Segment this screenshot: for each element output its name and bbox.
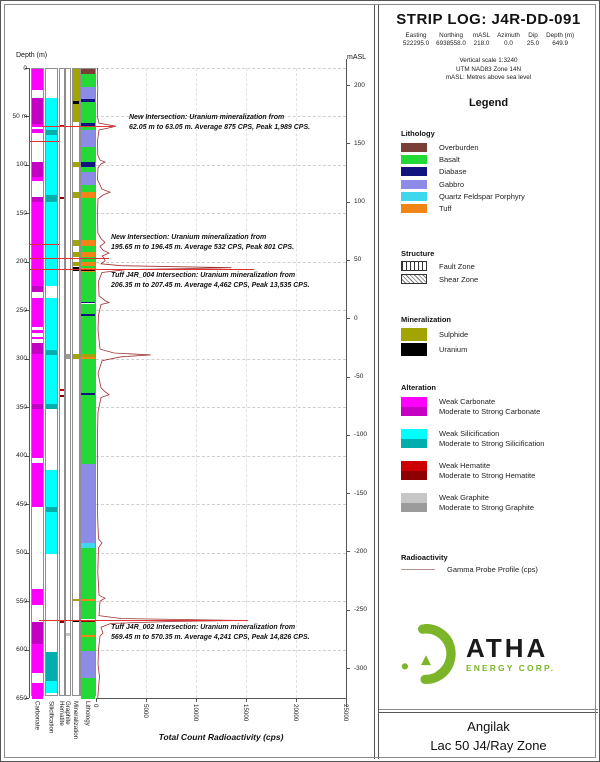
masl-tick <box>346 318 350 319</box>
legend-alteration-2-labels: Weak Hematite Moderate to Strong Hematite <box>439 461 536 480</box>
legend-lithology-4 <box>401 192 525 201</box>
legend-alteration-2-swatch <box>401 461 427 480</box>
legend-structure-0-swatch <box>401 261 427 271</box>
interval-carbonate_weak <box>32 330 43 333</box>
depth-tick-label: 100 <box>16 161 27 169</box>
atha-logo <box>395 623 555 685</box>
grid-line-v <box>296 68 297 698</box>
grid-line-h <box>96 165 346 166</box>
interval-basalt <box>81 198 95 240</box>
legend-lithology-1-swatch <box>401 155 427 164</box>
interval-carbonate_weak <box>32 683 43 700</box>
grid-line-v <box>246 68 247 698</box>
interval-carbonate_weak <box>32 589 43 606</box>
interval-hematite_strong <box>60 395 64 397</box>
masl-tick-label: -300 <box>354 664 368 672</box>
interval-carbonate_strong <box>32 162 43 177</box>
mineralization-section-title: Mineralization <box>401 315 452 324</box>
depth-tick-label: 150 <box>16 209 27 217</box>
interval-carbonate_weak <box>32 644 43 673</box>
cps-tick <box>146 698 147 702</box>
legend-gamma-profile-label: Gamma Probe Profile (cps) <box>447 565 538 574</box>
grid-line-v <box>196 68 197 698</box>
project-name: Angilak <box>467 719 510 734</box>
grid-line-h <box>96 553 346 554</box>
interval-basalt <box>81 622 95 635</box>
legend-lithology-3-label: Gabbro <box>439 179 465 189</box>
masl-tick-label: 50 <box>354 256 362 264</box>
column-label-lithology: Lithology <box>84 701 91 726</box>
legend-structure-1-label: Shear Zone <box>439 274 479 284</box>
interval-sulphide <box>73 192 79 198</box>
depth-tick-label: 550 <box>16 597 27 605</box>
interval-carbonate_weak <box>32 337 43 340</box>
interval-silicification_strong <box>46 195 57 202</box>
interval-silicification_weak <box>46 470 57 507</box>
masl-tick-label: -200 <box>354 547 368 555</box>
masl-tick-label: 150 <box>354 139 365 147</box>
legend-structure-1-swatch <box>401 274 427 284</box>
masl-tick-label: -150 <box>354 489 368 497</box>
intersection-annotation: Tuff J4R_002 Intersection: Uranium mineralization from 569.45 m to 570.35 m. Average 4,241 CPS, Peak 14,826 CPS. <box>111 624 310 641</box>
legend-alteration-0-labels: Weak Carbonate Moderate to Strong Carbonate <box>439 397 541 416</box>
masl-tick-label: -50 <box>354 373 364 380</box>
cps-tick-label: 15000 <box>242 704 249 722</box>
cps-tick-label: 25000 <box>342 704 349 722</box>
interval-carbonate_weak <box>32 463 43 508</box>
legend-structure-0 <box>401 261 475 271</box>
interval-silicification_weak <box>46 681 57 694</box>
masl-tick-label: 100 <box>354 198 365 206</box>
legend-alteration-0-swatch <box>401 397 427 416</box>
interval-basalt <box>81 74 95 88</box>
legend-structure-1 <box>401 274 478 284</box>
grid-line-h <box>96 504 346 505</box>
legend-lithology-3-swatch <box>401 180 427 189</box>
legend-lithology-2-swatch <box>401 167 427 176</box>
masl-tick <box>346 435 350 436</box>
depth-axis-line <box>29 68 30 698</box>
cps-tick <box>96 698 97 702</box>
alteration-section-title: Alteration <box>401 383 437 392</box>
interval-sulphide <box>73 162 79 167</box>
interval-basalt <box>81 272 95 302</box>
legend-alteration-0 <box>401 397 540 416</box>
masl-tick <box>346 551 350 552</box>
interval-sulphide <box>73 240 79 247</box>
interval-silicification_weak <box>46 298 57 350</box>
depth-tick-label: 0 <box>23 64 27 72</box>
legend-lithology-1-label: Basalt <box>439 155 460 165</box>
interval-basalt <box>81 601 95 619</box>
grid-line-h <box>96 456 346 457</box>
legend-alteration-3 <box>401 493 534 512</box>
column-graphite <box>65 68 71 696</box>
column-mineralization <box>72 68 80 696</box>
interval-carbonate_weak <box>32 298 43 327</box>
interval-carbonate_strong <box>32 286 43 292</box>
masl-tick <box>346 668 350 669</box>
collar-coordinates <box>379 32 598 47</box>
project-zone: Lac 50 J4/Ray Zone <box>430 738 547 753</box>
depth-tick-label: 50 m <box>12 112 27 120</box>
interval-carbonate_strong <box>32 98 43 124</box>
depth-axis-title: Depth (m) <box>16 52 48 59</box>
legend-mineralization-0 <box>401 328 468 341</box>
grid-line-h <box>96 650 346 651</box>
column-label-carbonate: Carbonate <box>33 701 41 730</box>
strip-log-title: STRIP LOG: J4R-DD-091 <box>396 11 581 28</box>
depth-tick-label: 200 <box>16 258 27 266</box>
coord-easting: Easting 522295.0 <box>402 32 430 47</box>
masl-tick <box>346 493 350 494</box>
annotation-leader-line <box>29 258 109 259</box>
annotation-leader-line <box>39 620 248 621</box>
structure-section-title: Structure <box>401 249 435 258</box>
masl-tick-label: -250 <box>354 606 368 614</box>
interval-basalt <box>81 304 95 315</box>
depth-tick-label: 500 <box>16 549 27 557</box>
legend-alteration-1-labels: Weak Silicification Moderate to Strong Silicification <box>439 429 545 448</box>
panel-divider <box>374 5 375 759</box>
interval-sulphide <box>73 69 79 101</box>
lithology-section-title: Lithology <box>401 129 435 138</box>
grid-line-v <box>146 68 147 698</box>
legend-alteration-1-swatch <box>401 429 427 448</box>
cps-tick-label: 0 <box>92 704 99 708</box>
interval-basalt <box>81 548 95 599</box>
cps-tick <box>346 698 347 702</box>
interval-gabbro <box>81 464 95 543</box>
interval-sulphide <box>73 252 79 257</box>
coord-masl: mASL 218.0 <box>472 32 491 47</box>
annotation-leader-line <box>41 126 113 127</box>
coord-dip: Dip 25.0 <box>526 32 540 47</box>
intersection-annotation: New Intersection: Uranium mineralization from 62.05 m to 63.05 m. Average 875 CPS, Peak 1,989 CPS. <box>129 114 311 131</box>
legend-lithology-1 <box>401 155 460 164</box>
interval-hematite_strong <box>60 197 64 199</box>
interval-basalt <box>81 185 95 192</box>
interval-graphite_strong <box>66 354 70 359</box>
column-label-graphite: Graphite <box>64 701 71 725</box>
annotation-leader-line <box>29 244 59 245</box>
interval-silicification_weak <box>46 355 57 404</box>
legend-lithology-5-swatch <box>401 204 427 213</box>
legend-lithology-5-label: Tuff <box>439 204 452 213</box>
depth-tick-label: 250 <box>16 306 27 314</box>
interval-carbonate_weak <box>32 129 43 133</box>
grid-line-h <box>96 310 346 311</box>
depth-tick-label: 300 <box>16 355 27 363</box>
legend-mineralization-0-swatch <box>401 328 427 341</box>
masl-tick <box>346 610 350 611</box>
legend-lithology-2-label: Diabase <box>439 167 467 177</box>
legend-gamma-profile <box>401 565 538 574</box>
interval-basalt <box>81 637 95 651</box>
legend-mineralization-1-label: Uranium <box>439 345 468 354</box>
interval-carbonate_strong <box>32 622 43 644</box>
legend-lithology-4-label: Quartz Feldspar Porphyry <box>439 191 525 201</box>
masl-tick <box>346 260 350 261</box>
legend-alteration-3-labels: Weak Graphite Moderate to Strong Graphite <box>439 493 535 512</box>
interval-basalt <box>81 316 95 354</box>
grid-line-h <box>96 213 346 214</box>
depth-tick-label: 650 <box>16 694 27 702</box>
interval-tuff <box>81 240 95 247</box>
legend-lithology-2 <box>401 167 467 176</box>
masl-axis-title: mASL <box>347 54 367 61</box>
atha-logo-icon <box>395 623 457 685</box>
interval-basalt <box>81 678 95 699</box>
coord-northing: Northing 6938558.0 <box>436 32 466 47</box>
depth-tick-label: 450 <box>16 500 27 508</box>
cps-tick <box>196 698 197 702</box>
legend-lithology-3 <box>401 180 464 189</box>
side-panel <box>378 5 598 759</box>
interval-basalt <box>81 102 95 123</box>
column-lithology <box>80 68 96 696</box>
column-silicification <box>45 68 58 696</box>
legend-mineralization-0-label: Sulphide <box>439 330 469 339</box>
interval-silicification_strong <box>46 652 57 681</box>
legend-lithology-0 <box>401 143 479 152</box>
legend-lithology-4-swatch <box>401 192 427 201</box>
interval-silicification_weak <box>46 512 57 554</box>
legend-alteration-1 <box>401 429 544 448</box>
interval-silicification_weak <box>46 135 57 195</box>
cps-tick-label: 5000 <box>142 704 149 718</box>
masl-tick-label: -100 <box>354 431 368 439</box>
annotation-leader-line <box>29 269 254 270</box>
coord-depthm: Depth (m) 649.9 <box>546 32 575 47</box>
depth-tick-label: 400 <box>16 452 27 460</box>
interval-sulphide <box>73 599 79 601</box>
masl-tick-label: 200 <box>354 81 365 89</box>
intersection-annotation: Tuff J4R_004 Intersection: Uranium mineralization from 206.35 m to 207.45 m. Average 4,462 CPS, Peak 13,535 CPS. <box>111 272 310 289</box>
column-label-silicification: Silicification <box>47 701 55 734</box>
grid-line-h <box>96 359 346 360</box>
gamma-line-sample <box>401 569 435 570</box>
masl-tick <box>346 377 350 378</box>
interval-carbonate_weak <box>32 409 43 458</box>
footer-divider <box>379 709 598 710</box>
cps-tick <box>246 698 247 702</box>
column-label-hematite: Hematite <box>58 701 65 726</box>
interval-basalt <box>81 395 95 465</box>
intersection-annotation: New Intersection: Uranium mineralization from 195.65 m to 196.45 m. Average 532 CPS, Peak 801 CPS. <box>111 234 295 251</box>
interval-sulphide <box>73 104 79 122</box>
cps-axis-line <box>96 698 346 699</box>
interval-carbonate_strong <box>32 343 43 354</box>
cps-tick-label: 10000 <box>192 704 199 722</box>
interval-graphite_weak <box>66 633 70 636</box>
masl-tick <box>346 143 350 144</box>
legend-lithology-0-swatch <box>401 143 427 152</box>
depth-tick-label: 600 <box>16 646 27 654</box>
legend-mineralization-1 <box>401 343 467 356</box>
annotation-leader-line <box>29 141 59 142</box>
legend-lithology-5 <box>401 204 452 213</box>
interval-silicification_strong <box>46 404 57 409</box>
grid-line-h <box>96 68 346 69</box>
interval-gabbro <box>81 87 95 99</box>
interval-carbonate_weak <box>32 354 43 404</box>
legend-lithology-0-label: Overburden <box>439 143 479 152</box>
masl-tick <box>346 202 350 203</box>
interval-basalt <box>81 147 95 163</box>
masl-tick-label: 0 <box>354 314 358 322</box>
legend-title: Legend <box>468 97 509 109</box>
grid-line-h <box>96 601 346 602</box>
interval-basalt <box>81 359 95 393</box>
grid-line-h <box>96 407 346 408</box>
column-carbonate <box>31 68 44 696</box>
interval-gabbro <box>81 172 95 186</box>
interval-carbonate_weak <box>32 177 43 182</box>
interval-sulphide <box>73 262 79 266</box>
cps-tick <box>296 698 297 702</box>
grid-line-h <box>96 262 346 263</box>
logo-name: ATHA <box>466 633 549 663</box>
cps-tick-label: 20000 <box>292 704 299 722</box>
legend-mineralization-1-swatch <box>401 343 427 356</box>
legend-alteration-2 <box>401 461 535 480</box>
scale-info: Vertical scale 1:3240 UTM NAD83 Zone 14N mASL: Metres above sea level <box>445 57 532 81</box>
coord-azimuth: Azimuth 0.0 <box>497 32 520 47</box>
logo-subtitle: ENERGY CORP. <box>466 663 556 673</box>
masl-tick <box>346 85 350 86</box>
interval-hematite_weak <box>60 389 64 391</box>
project-box <box>379 712 598 759</box>
interval-gabbro <box>81 130 95 147</box>
legend-structure-0-label: Fault Zone <box>439 261 475 271</box>
column-label-mineralization: Mineralization <box>72 701 79 740</box>
legend-alteration-3-swatch <box>401 493 427 512</box>
radioactivity-section-title: Radioactivity <box>401 553 448 562</box>
interval-carbonate_weak <box>32 69 43 90</box>
interval-sulphide <box>73 354 79 359</box>
log-area <box>1 1 376 762</box>
interval-gabbro <box>81 651 95 678</box>
depth-tick-label: 350 <box>16 403 27 411</box>
cps-axis-title: Total Count Radioactivity (cps) <box>158 732 284 742</box>
